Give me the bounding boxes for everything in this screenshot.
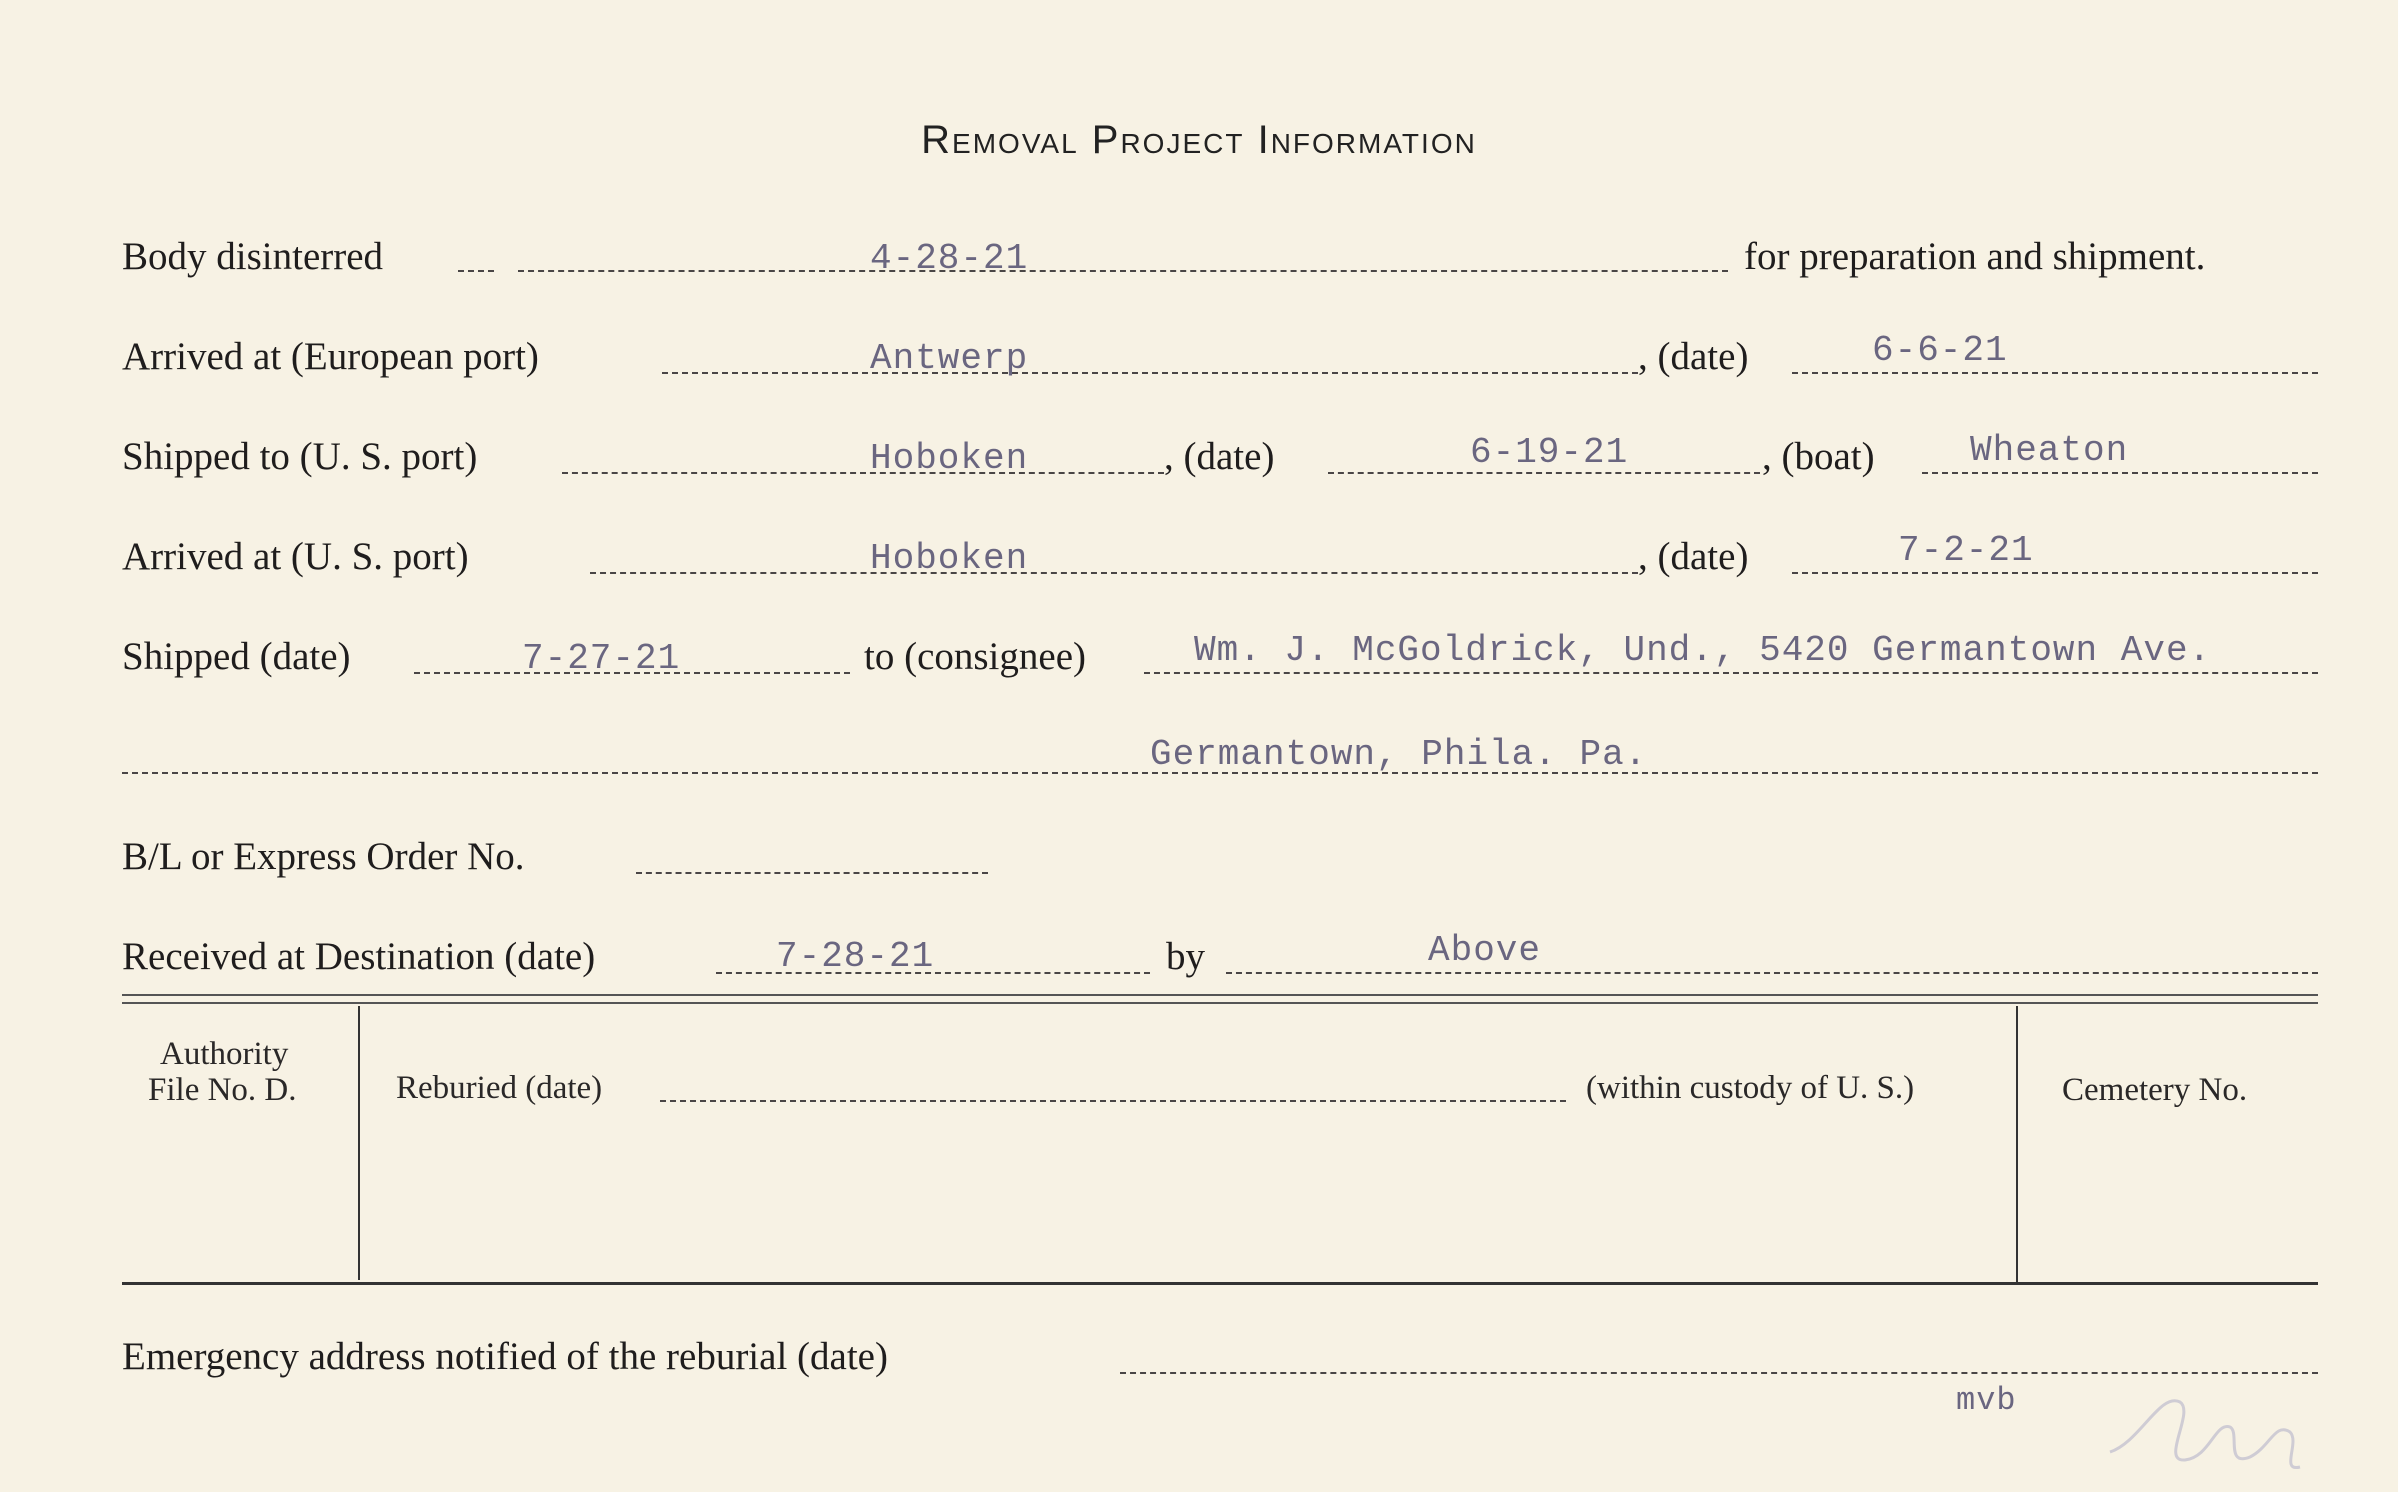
dotted-line <box>1226 972 2318 974</box>
us-port-arrived-label: Arrived at (U. S. port) <box>122 535 469 578</box>
received-destination-value: 7-28-21 <box>776 936 935 977</box>
authority-label: Authority <box>160 1036 289 1072</box>
dotted-line <box>518 270 1728 272</box>
dotted-line <box>662 372 1638 374</box>
box-divider-left <box>358 1006 360 1280</box>
dotted-line <box>1144 672 2318 674</box>
custody-label: (within custody of U. S.) <box>1586 1070 1915 1106</box>
shipped-date-value: 6-19-21 <box>1470 432 1629 473</box>
shipped-date-label: , (date) <box>1164 435 1275 478</box>
initials: mvb <box>1956 1382 2017 1419</box>
dotted-line <box>660 1100 1566 1102</box>
boat-label: , (boat) <box>1762 435 1875 478</box>
dotted-line <box>1792 572 2318 574</box>
body-disinterred-value: 4-28-21 <box>870 238 1029 279</box>
shipped-final-date-value: 7-27-21 <box>522 638 681 679</box>
form-title: Removal Project Information <box>921 118 1477 162</box>
cemetery-label: Cemetery No. <box>2062 1072 2248 1108</box>
us-port-shipped-value: Hoboken <box>870 438 1029 479</box>
dotted-line <box>1792 372 2318 374</box>
shipped-final-date-label: Shipped (date) <box>122 635 351 678</box>
consignee-value: Wm. J. McGoldrick, Und., 5420 Germantown Ave. <box>1194 630 2212 671</box>
double-rule-bottom <box>122 1002 2318 1004</box>
us-arrived-date-label: , (date) <box>1638 535 1749 578</box>
european-date-label: , (date) <box>1638 335 1749 378</box>
received-by-value: Above <box>1428 930 1542 971</box>
shipment-suffix-label: for preparation and shipment. <box>1744 235 2206 278</box>
dotted-line <box>590 572 1638 574</box>
box-divider-right <box>2016 1006 2018 1284</box>
box-bottom-rule <box>122 1282 2318 1285</box>
received-by-label: by <box>1166 935 1205 978</box>
dotted-line <box>458 270 494 272</box>
authority-file-label: File No. D. <box>148 1072 297 1108</box>
us-port-shipped-label: Shipped to (U. S. port) <box>122 435 478 478</box>
us-port-arrived-value: Hoboken <box>870 538 1029 579</box>
consignee-label: to (consignee) <box>864 635 1087 678</box>
us-arrived-date-value: 7-2-21 <box>1898 530 2034 571</box>
european-port-value: Antwerp <box>870 338 1029 379</box>
double-rule-top <box>122 994 2318 996</box>
body-disinterred-label: Body disinterred <box>122 235 384 278</box>
european-port-label: Arrived at (European port) <box>122 335 539 378</box>
dotted-line <box>1922 472 2318 474</box>
received-destination-label: Received at Destination (date) <box>122 935 596 978</box>
bl-order-label: B/L or Express Order No. <box>122 835 525 878</box>
dotted-line <box>636 872 988 874</box>
dotted-line <box>562 472 1164 474</box>
reburied-label: Reburied (date) <box>396 1070 603 1106</box>
european-date-value: 6-6-21 <box>1872 330 2008 371</box>
consignee-address-value: Germantown, Phila. Pa. <box>1150 734 1648 775</box>
emergency-label: Emergency address notified of the reburial (date) <box>122 1335 888 1378</box>
boat-value: Wheaton <box>1970 430 2129 471</box>
handwritten-pencil-mark <box>2100 1372 2320 1482</box>
